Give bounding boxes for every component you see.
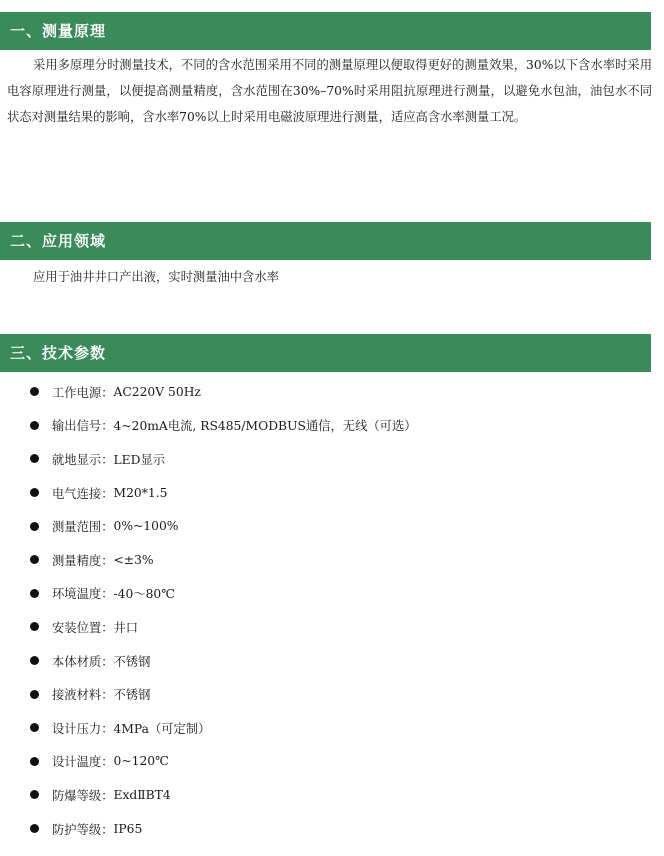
spec-label: 防爆等级： bbox=[52, 788, 114, 803]
spec-value: LED显示 bbox=[113, 452, 166, 467]
spec-label: 接液材料： bbox=[52, 688, 114, 703]
spec-item-power bbox=[30, 375, 417, 409]
bullet-icon bbox=[30, 656, 39, 665]
spec-value: 0~120℃ bbox=[113, 754, 169, 769]
spec-label: 电气连接： bbox=[52, 486, 114, 501]
spec-value: 不锈钢 bbox=[113, 688, 151, 703]
spec-value: M20*1.5 bbox=[113, 485, 168, 500]
spec-item-ambient-temp bbox=[30, 577, 417, 611]
bullet-icon bbox=[30, 488, 39, 497]
bullet-icon bbox=[30, 387, 39, 396]
bullet-icon bbox=[30, 757, 39, 766]
application-paragraph: 应用于油井井口产出液，实时测量油中含水率 bbox=[33, 270, 279, 284]
spec-label: 测量精度： bbox=[52, 553, 114, 568]
spec-label: 设计温度： bbox=[52, 755, 114, 770]
spec-label: 防护等级： bbox=[52, 822, 114, 837]
spec-value: ExdⅡBT4 bbox=[113, 787, 171, 802]
spec-label: 设计压力： bbox=[52, 721, 114, 736]
spec-item-range bbox=[30, 509, 417, 543]
bullet-icon bbox=[30, 421, 39, 430]
spec-label: 工作电源： bbox=[52, 385, 114, 400]
spec-item-explosion-proof bbox=[30, 778, 417, 812]
spec-item-output bbox=[30, 409, 417, 443]
spec-value: 4~20mA电流, RS485/MODBUS通信，无线（可选） bbox=[113, 419, 417, 434]
spec-item-wetted-material bbox=[30, 677, 417, 711]
spec-value: AC220V 50Hz bbox=[113, 384, 201, 399]
spec-value: 4MPa（可定制） bbox=[113, 721, 211, 736]
spec-value: 不锈钢 bbox=[113, 654, 151, 669]
principle-paragraph: 采用多原理分时测量技术，不同的含水范围采用不同的测量原理以便取得更好的测量效果，30%以下含水率时采用电容原理进行测量，以便提高测量精度，含水范围在30%–70%时采用阻抗原理进行测量，以避免水包油，油包水不同状态对测量结果的影响，含水率70%以上时采用电磁波原理进行测量，适应高含水率测量工况。 bbox=[7, 58, 652, 124]
section-header-application: 二、应用领域 bbox=[0, 222, 651, 260]
bullet-icon bbox=[30, 622, 39, 631]
bullet-icon bbox=[30, 790, 39, 799]
spec-item-design-pressure bbox=[30, 711, 417, 745]
spec-label: 输出信号： bbox=[52, 419, 114, 434]
bullet-icon bbox=[30, 522, 39, 531]
spec-label: 本体材质： bbox=[52, 654, 114, 669]
bullet-icon bbox=[30, 723, 39, 732]
spec-value: IP65 bbox=[113, 821, 143, 836]
spec-list bbox=[30, 375, 417, 845]
spec-item-design-temp bbox=[30, 745, 417, 779]
spec-item-display bbox=[30, 442, 417, 476]
bullet-icon bbox=[30, 555, 39, 564]
bullet-icon bbox=[30, 589, 39, 598]
spec-label: 测量范围： bbox=[52, 520, 114, 535]
section-header-specs: 三、技术参数 bbox=[0, 334, 651, 372]
spec-value: 井口 bbox=[113, 620, 139, 635]
spec-item-protection bbox=[30, 812, 417, 846]
spec-label: 就地显示： bbox=[52, 452, 114, 467]
bullet-icon bbox=[30, 454, 39, 463]
spec-item-connection bbox=[30, 476, 417, 510]
spec-item-location bbox=[30, 610, 417, 644]
spec-value: 0%~100% bbox=[113, 519, 179, 534]
spec-item-accuracy bbox=[30, 543, 417, 577]
bullet-icon bbox=[30, 824, 39, 833]
spec-item-body-material bbox=[30, 644, 417, 678]
spec-value: -40～80℃ bbox=[113, 587, 176, 602]
spec-value: <±3% bbox=[113, 552, 154, 567]
spec-label: 环境温度： bbox=[52, 587, 114, 602]
bullet-icon bbox=[30, 690, 39, 699]
spec-label: 安装位置： bbox=[52, 620, 114, 635]
section-header-principle: 一、测量原理 bbox=[0, 12, 651, 50]
